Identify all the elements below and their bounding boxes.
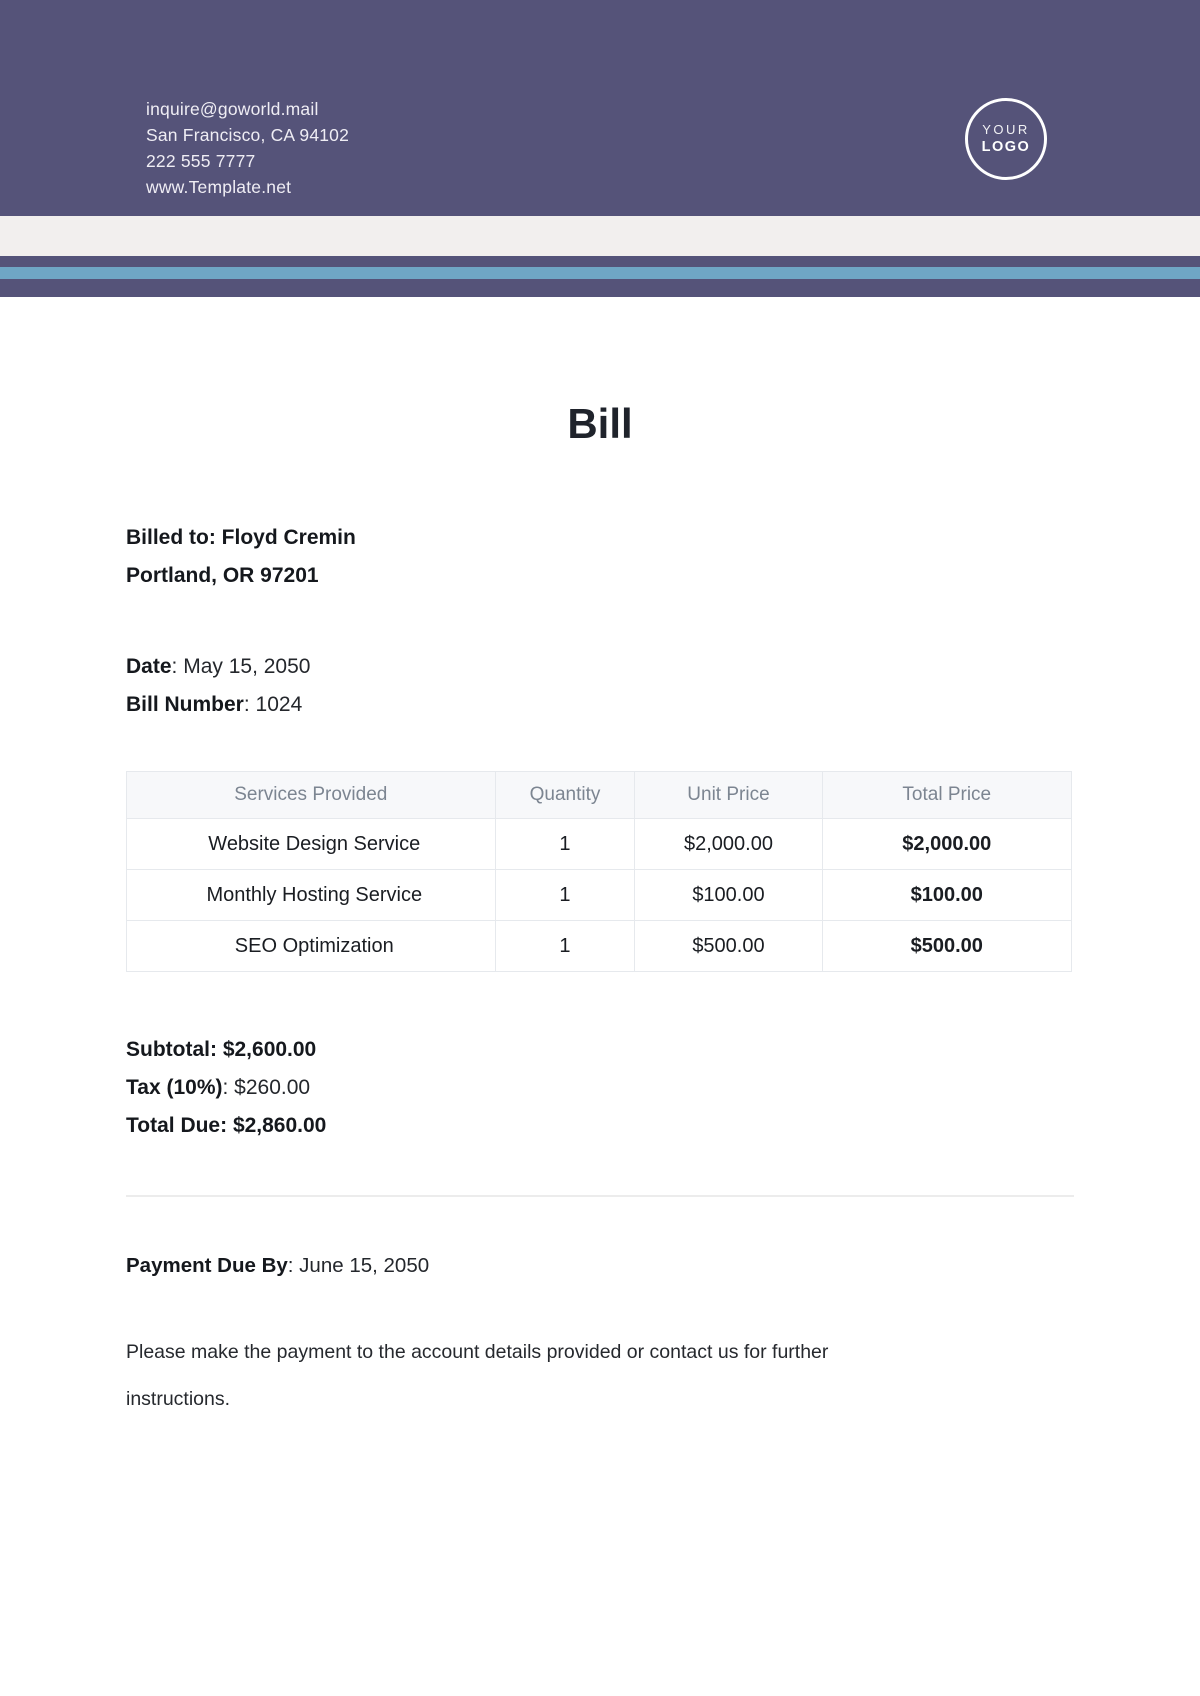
table-header-row (127, 772, 1072, 819)
contact-website: www.Template.net (146, 177, 292, 197)
bill-date-line (126, 648, 1074, 686)
logo-badge (965, 98, 1047, 180)
totals-section (126, 1031, 1074, 1145)
section-divider (126, 1195, 1074, 1197)
table-row (127, 921, 1072, 972)
purple-stripe-thick (0, 279, 1200, 297)
bill-meta-section (126, 648, 1074, 724)
table-row (127, 870, 1072, 921)
purple-stripe-thin (0, 256, 1200, 267)
offwhite-band (0, 216, 1200, 256)
service-cell: Website Design Service (127, 819, 496, 870)
column-header-services: Services Provided (127, 772, 496, 819)
bill-number-line (126, 686, 1074, 724)
tax-line (126, 1069, 1074, 1107)
billed-to-line: Billed to: Floyd Cremin (126, 526, 356, 549)
tax-value: : $260.00 (222, 1076, 311, 1099)
quantity-cell: 1 (495, 819, 635, 870)
column-header-unit-price: Unit Price (635, 772, 822, 819)
contact-email: inquire@goworld.mail (146, 99, 319, 119)
unit-price-cell: $100.00 (635, 870, 822, 921)
total-due-line: Total Due: $2,860.00 (126, 1114, 327, 1137)
billed-to-section (126, 519, 1074, 595)
payment-due-line (126, 1253, 1074, 1279)
bill-number-value: : 1024 (243, 693, 303, 716)
letterhead (0, 0, 1200, 216)
column-header-total-price: Total Price (822, 772, 1071, 819)
tax-label: Tax (10%) (126, 1076, 223, 1099)
total-price-cell: $500.00 (822, 921, 1071, 972)
document-body (126, 399, 1074, 1423)
table-row (127, 819, 1072, 870)
page-title: Bill (567, 400, 633, 447)
bill-date-label: Date (126, 655, 172, 678)
contact-phone: 222 555 7777 (146, 151, 256, 171)
total-price-cell: $100.00 (822, 870, 1071, 921)
unit-price-cell: $2,000.00 (635, 819, 822, 870)
unit-price-cell: $500.00 (635, 921, 822, 972)
logo-text-your: YOUR (982, 122, 1030, 137)
service-cell: Monthly Hosting Service (127, 870, 496, 921)
total-price-cell: $2,000.00 (822, 819, 1071, 870)
payment-due-label: Payment Due By (126, 1254, 288, 1277)
service-cell: SEO Optimization (127, 921, 496, 972)
payment-instructions-note: Please make the payment to the account details provided or contact us for further instructions. (126, 1341, 829, 1410)
subtotal-line: Subtotal: $2,600.00 (126, 1038, 317, 1061)
quantity-cell: 1 (495, 870, 635, 921)
payment-due-value: : June 15, 2050 (287, 1254, 430, 1277)
billed-to-address: Portland, OR 97201 (126, 564, 319, 587)
contact-address: San Francisco, CA 94102 (146, 125, 350, 145)
quantity-cell: 1 (495, 921, 635, 972)
bill-date-value: : May 15, 2050 (171, 655, 311, 678)
contact-block (146, 96, 349, 200)
services-table (126, 771, 1072, 972)
blue-stripe (0, 267, 1200, 279)
column-header-quantity: Quantity (495, 772, 635, 819)
logo-text-logo: LOGO (981, 139, 1031, 155)
bill-number-label: Bill Number (126, 693, 244, 716)
